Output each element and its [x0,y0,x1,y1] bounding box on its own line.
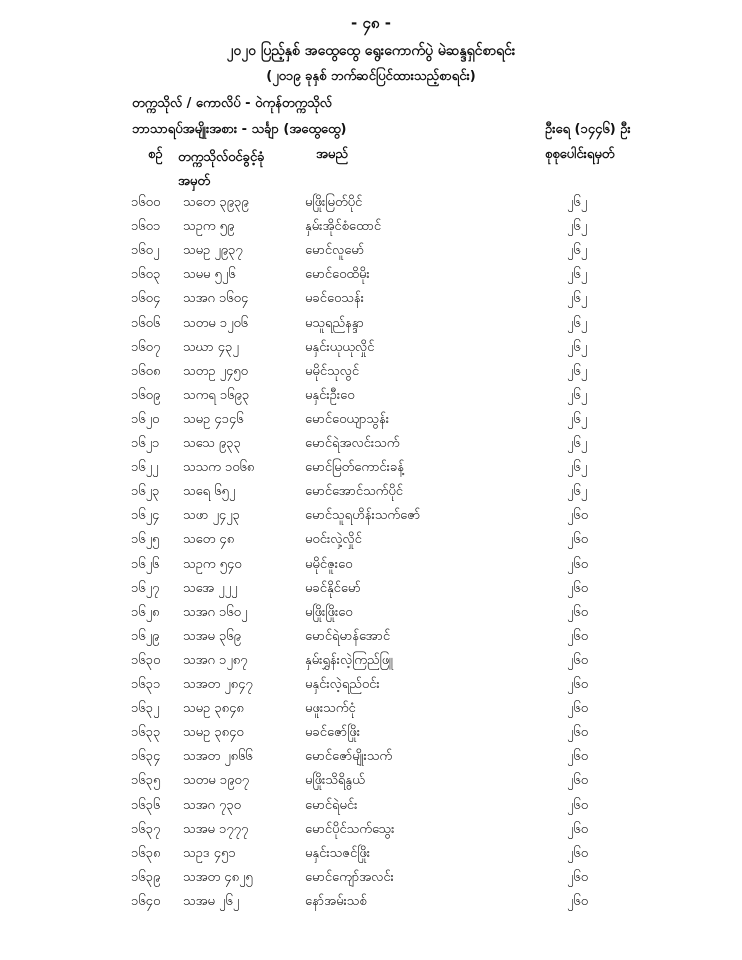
row-marks: ၂၆၀ [567,773,589,789]
row-roll-number: သဥက ၅၄၀ [183,556,242,572]
table-row [0,387,742,411]
row-number: ၁၆၃၆ [131,797,161,813]
row-roll-number: သတမ ၁၉၀၇ [183,773,250,789]
row-roll-number: သအဂ ၇၃၀ [183,797,241,813]
row-roll-number: သတေ ၃၉၃၉ [183,195,249,210]
row-number: ၁၆၀၆ [131,315,161,331]
row-roll-number: သမဥ ၄၁၄၆ [183,411,244,427]
row-number: ၁၆၂၉ [131,628,160,644]
table-row [0,700,742,724]
table-row [0,531,742,555]
row-number: ၁၆၀၇ [131,339,161,355]
row-roll-number: သဥက ၅၉ [183,219,235,235]
row-name: မောင်ဝေယျာသွန်း [305,411,390,427]
row-number: ၁၆၂၇ [131,580,160,596]
row-marks: ၂၆၀ [567,652,589,668]
row-marks: ၂၆၀ [567,725,589,741]
row-name: မသူရည်နန္ဒာ [305,315,364,331]
table-row [0,893,742,917]
row-marks: ၂၆၀ [567,749,589,765]
table-row [0,363,742,387]
table-row [0,218,742,242]
row-name: မဖူးသက်ငုံ [305,701,356,717]
row-number: ၁၆၂၃ [131,484,160,500]
row-name: မောင်လူမော် [305,243,365,259]
table-row [0,797,742,821]
row-name: မနှင်းလဲ့ရည်ဝင်း [305,677,380,692]
row-marks: ၂၆၀ [567,845,589,861]
row-number: ၁၆၀၈ [131,363,161,379]
table-row [0,845,742,869]
row-roll-number: သအမ ၂၆၂ [183,893,240,909]
table-row [0,242,742,266]
table-row [0,748,742,772]
row-name: မောင်သူရဟိန်းသက်ဇော် [305,508,421,524]
row-marks: ၂၆၂ [567,315,588,331]
page-number: - ၄၈ - [351,14,391,32]
table-row [0,483,742,507]
row-roll-number: သမမ ၅၂၆ [183,267,236,283]
row-name: မောင်ကျော်အလင်း [305,869,394,885]
row-name: မခင်နိုင်မော် [305,580,361,596]
row-name: မနှင်းယုယုလှိုင် [305,339,375,355]
row-marks: ၂၆၀ [567,556,589,572]
table-row [0,821,742,845]
row-marks: ၂၆၂ [567,460,588,476]
row-number: ၁၆၂၁ [131,436,160,451]
row-number: ၁၆၀၁ [131,219,161,235]
row-roll-number: သအတ ၂၈၄၇ [183,677,253,692]
row-number: ၁၆၂၂ [131,460,159,476]
row-roll-number: သသေ ၉၃၃ [183,436,241,451]
row-name: မခင်ဇော်ဖြိုး [305,725,360,741]
subject-line: ဘာသာရပ်အမျိုးအစား - သင်္ချာ (အထွေထွေ) [132,122,347,137]
row-number: ၁၆၃၂ [131,701,160,717]
row-roll-number: သမဥ ၂၉၃၇ [183,243,243,259]
row-name: မဝင်းလှဲ့လှိုင် [305,532,362,548]
table-row [0,339,742,363]
table-row [0,628,742,652]
table-row [0,869,742,893]
row-marks: ၂၆၂ [567,195,588,210]
row-number: ၁၆၃၈ [131,845,161,861]
row-roll-number: သအတ ၂၈၆၆ [183,749,253,765]
table-row [0,724,742,748]
row-roll-number: သဖာ ၂၄၂၃ [183,508,240,524]
table-row [0,266,742,290]
total-count: ဦးရေ (၁၄၄၆) ဦး [545,122,631,137]
row-roll-number: သတေ ၄၈ [183,532,235,548]
row-number: ၁၆၂၀ [131,411,160,427]
row-roll-number: သအေ ၂၂၂ [183,580,238,596]
row-name: မောင်ရဲမင်း [305,797,358,813]
table-row [0,290,742,314]
row-roll-number: သအမ ၁၇၇၇ [183,821,249,837]
document-title: ၂၀၂၀ ပြည့်နှစ် အထွေထွေ ရွေးကောက်ပွဲ မဲဆန္ဒရှင်စာရင်း [226,43,516,59]
column-header-marks: စုစုပေါင်းရမှတ် [545,147,615,162]
row-name: နှမ်းအိုင်စံထောင် [305,219,382,235]
table-row [0,315,742,339]
row-number: ၁၆၃၉ [131,869,161,885]
row-name: နော်အမ်းသစ် [305,893,367,909]
row-marks: ၂၆၀ [567,893,589,909]
row-number: ၁၆၀၄ [131,291,161,307]
row-marks: ၂၆၂ [567,339,588,355]
row-marks: ၂၆၂ [567,291,588,307]
row-marks: ၂၆၀ [567,821,589,837]
row-roll-number: သရေ ၆၅၂ [183,484,236,500]
row-marks: ၂၆၀ [567,580,589,596]
row-number: ၁၆၄၀ [131,893,161,909]
row-number: ၁၆၀၃ [131,267,161,283]
table-row [0,194,742,218]
row-marks: ၂၆၂ [567,219,588,235]
row-name: နှမ်းရွှန်းလဲ့ကြည်ဖြူ [305,652,393,668]
row-roll-number: သတမ ၁၂၀၆ [183,315,249,331]
row-marks: ၂၆၀ [567,797,589,813]
row-number: ၁၆၂၈ [131,604,160,620]
row-roll-number: သအမ ၃၆၉ [183,628,241,644]
row-name: မနှင်းသဇင်ဖြိုး [305,845,371,861]
row-number: ၁၆၀၉ [131,387,161,403]
row-marks: ၂၆၂ [567,387,588,403]
row-marks: ၂၆၂ [567,411,588,427]
column-header-no: စဉ် [148,147,163,162]
row-roll-number: သမဥ ၃၈၄၈ [183,701,244,717]
row-marks: ၂၆၂ [567,436,588,451]
row-name: မောင်အောင်သက်ပိုင် [305,484,403,500]
row-name: မနှင်းဦးဝေ [305,387,355,403]
row-marks: ၂၆၀ [567,701,589,717]
row-roll-number: သအဂ ၁၆၀၂ [183,604,248,620]
row-marks: ၂၆၀ [567,677,589,692]
row-number: ၁၆၃၃ [131,725,161,741]
row-name: မဖြိုးဖြိုးဝေ [305,604,353,620]
university-line: တက္ကသိုလ် / ကောလိပ် - ဝဲကုန်တက္ကသိုလ် [132,96,332,111]
row-roll-number: သဃာ ၄၃၂ [183,339,239,355]
column-header-roll: တက္ကသိုလ်ဝင်ခွင့်ခုံအမှတ် [178,150,265,189]
row-number: ၁၆၀၀ [131,195,161,210]
table-row [0,604,742,628]
row-number: ၁၆၂၄ [131,508,160,524]
table-row [0,556,742,580]
table-row [0,652,742,676]
row-number: ၁၆၃၇ [131,821,161,837]
row-marks: ၂၆၂ [567,363,588,379]
row-roll-number: သကရ ၁၆၉၃ [183,387,250,403]
table-row [0,411,742,435]
row-name: မခင်ဝေသန်း [305,291,364,307]
row-number: ၁၆၃၄ [131,749,161,765]
table-row [0,676,742,700]
row-marks: ၂၆၀ [567,628,589,644]
table-row [0,459,742,483]
row-roll-number: သအတ ၄၈၂၅ [183,869,253,885]
table-row [0,772,742,796]
row-roll-number: သအဂ ၁၂၈၇ [183,652,248,668]
row-marks: ၂၆၀ [567,604,589,620]
row-name: မောင်ပိုင်သက်သွေး [305,821,395,837]
row-number: ၁၆၃၀ [131,652,161,668]
row-roll-number: သအဂ ၁၆၀၄ [183,291,249,307]
table-row [0,435,742,459]
table-row [0,580,742,604]
row-marks: ၂၆၀ [567,532,589,548]
row-number: ၁၆၃၁ [131,677,161,692]
row-number: ၁၆၂၆ [131,556,160,572]
row-name: မောင်ဝေထိမိုး [305,267,370,283]
row-number: ၁၆၂၅ [131,532,160,548]
row-roll-number: သဥဒ ၄၅၁ [183,845,236,861]
row-marks: ၂၆၂ [567,484,588,500]
row-roll-number: သသက ၁၀၆၈ [183,460,255,476]
row-name: မောင်ရဲအလင်းသက် [305,436,400,451]
row-number: ၁၆၀၂ [131,243,160,259]
column-header-name: အမည် [316,147,348,162]
row-name: မောင်ဇော်မျိုးသက် [305,749,393,765]
row-name: မောင်မြတ်ကောင်းခန့် [305,460,404,476]
row-name: မောင်ရဲမာန်အောင် [305,628,391,644]
row-name: မမိုင်သုလွင် [305,363,360,379]
row-marks: ၂၆၂ [567,243,588,259]
row-name: မဖြိုးသိရိနွယ် [305,773,365,789]
row-roll-number: သတဥ ၂၄၅၀ [183,363,248,379]
document-subtitle: (၂၀၁၉ ခုနှစ် ဘက်ဆင်ပြင်ထားသည့်စာရင်း) [266,69,476,84]
row-roll-number: သမဥ ၃၈၄၀ [183,725,244,741]
row-name: မဖြိုးမြတ်ပိုင် [305,195,363,210]
row-marks: ၂၆၂ [567,267,588,283]
table-row [0,507,742,531]
row-marks: ၂၆၀ [567,508,589,524]
row-marks: ၂၆၀ [567,869,589,885]
row-number: ၁၆၃၅ [131,773,161,789]
row-name: မမိုင်ဇူးဝေ [305,556,353,572]
